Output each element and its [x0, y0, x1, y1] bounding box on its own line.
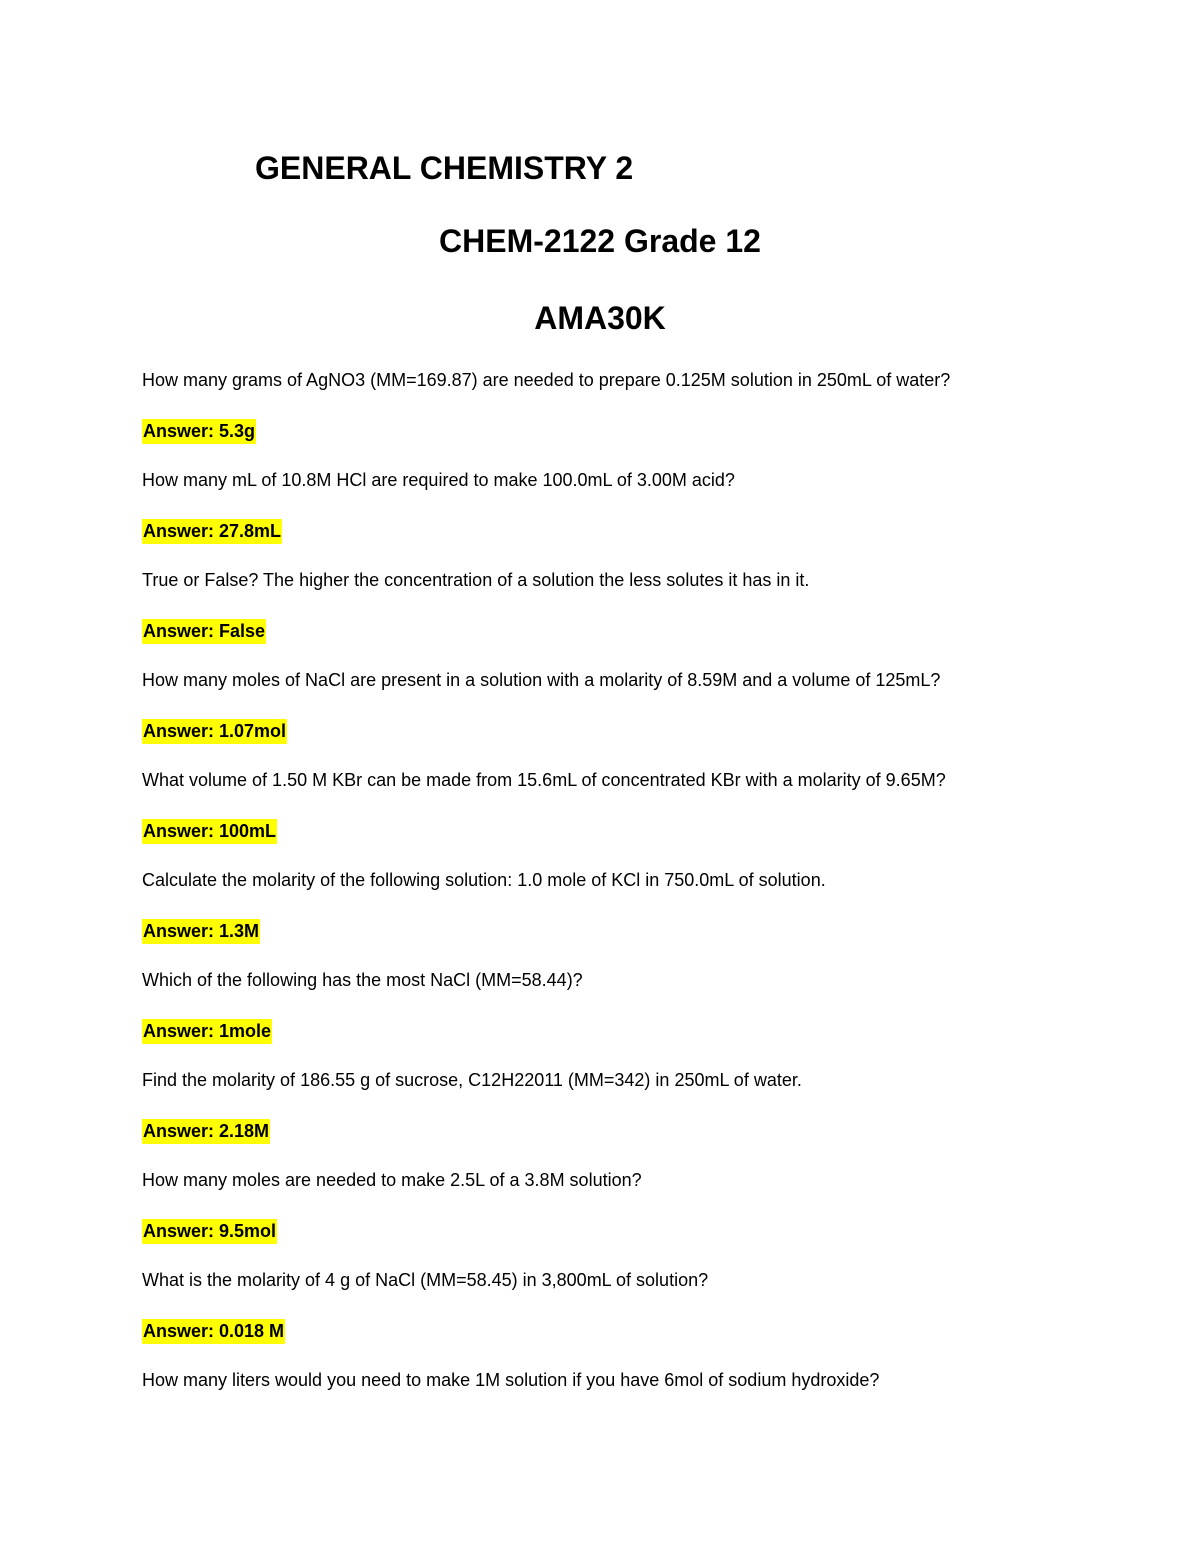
answer-highlight: Answer: 1.07mol	[142, 719, 287, 744]
question-text: True or False? The higher the concentration of a solution the less solutes it has in it.	[142, 570, 810, 590]
question-text: What volume of 1.50 M KBr can be made from 15.6mL of concentrated KBr with a molarity of 9.65M?	[142, 770, 946, 790]
answer-row	[142, 619, 1142, 669]
qa-item	[142, 1269, 1142, 1369]
qa-item	[142, 769, 1142, 869]
qa-item	[142, 669, 1142, 769]
section-code-heading: AMA30K	[534, 300, 666, 336]
question-text: How many grams of AgNO3 (MM=169.87) are needed to prepare 0.125M solution in 250mL of water?	[142, 370, 951, 390]
question-text: How many liters would you need to make 1M solution if you have 6mol of sodium hydroxide?	[142, 1370, 880, 1390]
answer-highlight: Answer: 27.8mL	[142, 519, 282, 544]
answer-highlight: Answer: 1mole	[142, 1019, 272, 1044]
document-title: GENERAL CHEMISTRY 2	[255, 150, 634, 186]
question-text: How many moles are needed to make 2.5L of a 3.8M solution?	[142, 1170, 642, 1190]
question-text: Which of the following has the most NaCl (MM=58.44)?	[142, 970, 583, 990]
answer-highlight: Answer: False	[142, 619, 266, 644]
answer-row	[142, 1219, 1142, 1269]
qa-item	[142, 1369, 1142, 1469]
answer-row	[142, 819, 1142, 869]
answer-row	[142, 1319, 1142, 1369]
question-text: Find the molarity of 186.55 g of sucrose, C12H22011 (MM=342) in 250mL of water.	[142, 1070, 802, 1090]
answer-highlight: Answer: 100mL	[142, 819, 277, 844]
qa-item	[142, 369, 1142, 469]
answer-row	[142, 919, 1142, 969]
answer-row	[142, 1019, 1142, 1069]
answer-highlight: Answer: 0.018 M	[142, 1319, 285, 1344]
course-code-heading: CHEM-2122 Grade 12	[439, 223, 761, 259]
question-answer-list	[142, 369, 1142, 1469]
question-text: What is the molarity of 4 g of NaCl (MM=58.45) in 3,800mL of solution?	[142, 1270, 709, 1290]
question-text: How many mL of 10.8M HCl are required to make 100.0mL of 3.00M acid?	[142, 470, 735, 490]
answer-highlight: Answer: 1.3M	[142, 919, 260, 944]
question-text: Calculate the molarity of the following solution: 1.0 mole of KCl in 750.0mL of solution.	[142, 870, 826, 890]
qa-item	[142, 969, 1142, 1069]
answer-row	[142, 519, 1142, 569]
answer-highlight: Answer: 9.5mol	[142, 1219, 277, 1244]
answer-row	[142, 419, 1142, 469]
qa-item	[142, 869, 1142, 969]
question-text: How many moles of NaCl are present in a solution with a molarity of 8.59M and a volume of 125mL?	[142, 670, 941, 690]
qa-item	[142, 569, 1142, 669]
qa-item	[142, 1169, 1142, 1269]
answer-row	[142, 719, 1142, 769]
answer-highlight: Answer: 5.3g	[142, 419, 256, 444]
qa-item	[142, 469, 1142, 569]
answer-row	[142, 1119, 1142, 1169]
answer-highlight: Answer: 2.18M	[142, 1119, 270, 1144]
qa-item	[142, 1069, 1142, 1169]
